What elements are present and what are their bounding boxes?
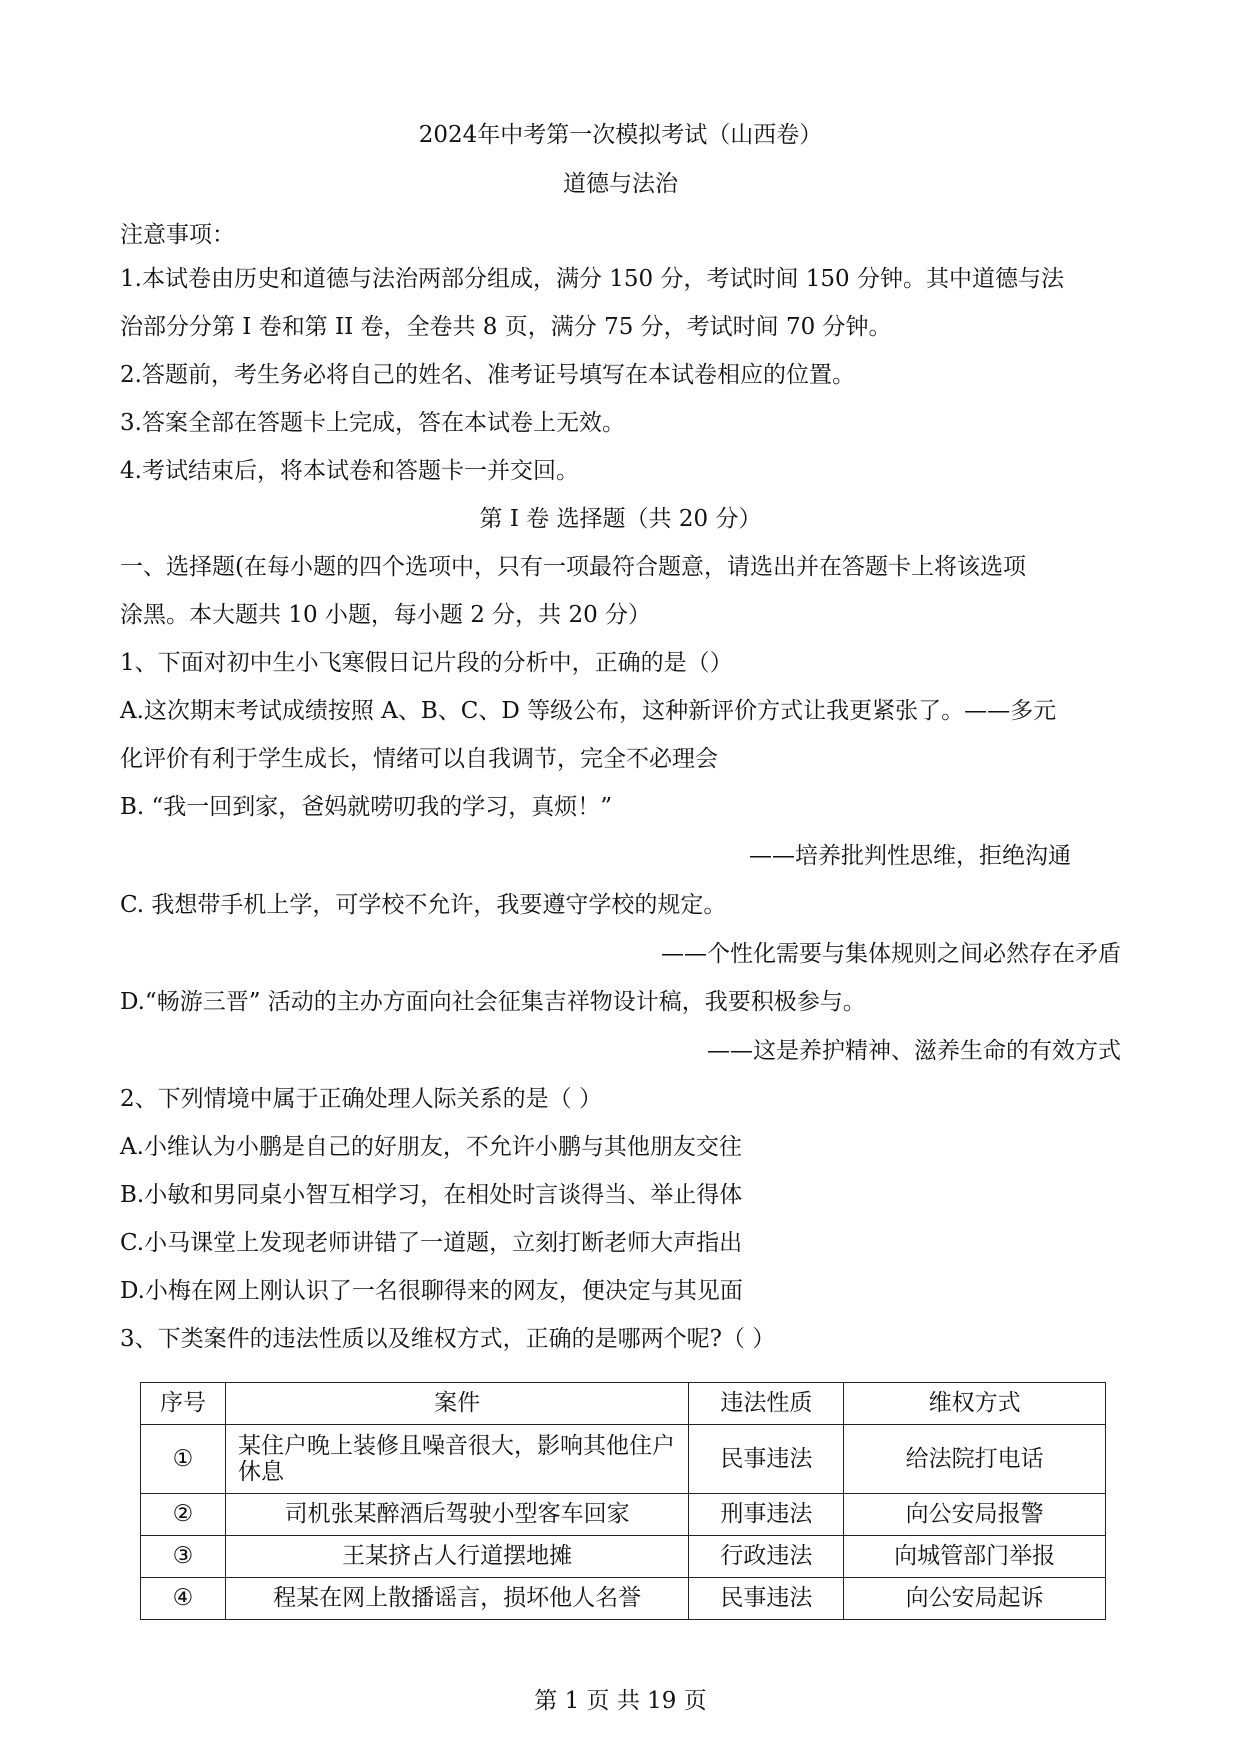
row-case: 司机张某醉酒后驾驶小型客车回家	[225, 1494, 688, 1536]
q2-stem: 2、下列情境中属于正确处理人际关系的是（ ）	[120, 1086, 602, 1112]
q1-stem: 1、下面对初中生小飞寒假日记片段的分析中，正确的是（）	[120, 650, 733, 676]
q1-option-d: D.“畅游三晋” 活动的主办方面向社会征集吉祥物设计稿，我要积极参与。	[120, 989, 866, 1015]
q1-option-a-line1: A.这次期末考试成绩按照 A、B、C、D 等级公布，这种新评价方式让我更紧张了。——多元	[120, 698, 1057, 724]
q1-option-b-analysis: ——培养批判性思维，拒绝沟通	[749, 843, 1071, 869]
row-nature: 刑事违法	[689, 1494, 844, 1536]
subject-title: 道德与法治	[563, 171, 678, 197]
page-footer: 第 1 页 共 19 页	[534, 1688, 707, 1714]
table-row	[141, 1425, 1106, 1494]
row-index: ④	[141, 1578, 226, 1620]
q1-option-c: C. 我想带手机上学，可学校不允许，我要遵守学校的规定。	[120, 892, 727, 918]
notice-item-4: 4.考试结束后，将本试卷和答题卡一并交回。	[120, 458, 579, 484]
notice-item-3: 3.答案全部在答题卡上完成，答在本试卷上无效。	[120, 410, 625, 436]
q1-option-a-line2: 化评价有利于学生成长，情绪可以自我调节，完全不必理会	[120, 746, 718, 772]
row-remedy: 向公安局报警	[844, 1494, 1106, 1536]
section-title: 第 Ⅰ 卷 选择题（共 20 分）	[479, 506, 762, 532]
table-row	[141, 1494, 1106, 1536]
notice-item-1a: 1.本试卷由历史和道德与法治两部分组成，满分 150 分，考试时间 150 分钟。其中道德与法	[120, 266, 1064, 292]
header-remedy: 维权方式	[844, 1383, 1106, 1425]
q2-option-c: C.小马课堂上发现老师讲错了一道题，立刻打断老师大声指出	[120, 1230, 743, 1256]
header-index: 序号	[141, 1383, 226, 1425]
notice-heading: 注意事项：	[120, 222, 235, 248]
row-index: ③	[141, 1536, 226, 1578]
q2-option-b: B.小敏和男同桌小智互相学习，在相处时言谈得当、举止得体	[120, 1182, 743, 1208]
row-case: 某住户晚上装修且噪音很大，影响其他住户休息	[225, 1425, 688, 1494]
row-nature: 民事违法	[689, 1578, 844, 1620]
q1-option-d-analysis: ——这是养护精神、滋养生命的有效方式	[707, 1038, 1121, 1064]
case-table	[140, 1382, 1106, 1620]
section-intro-1: 一、选择题(在每小题的四个选项中，只有一项最符合题意，请选出并在答题卡上将该选项	[120, 554, 1026, 580]
table-row	[141, 1536, 1106, 1578]
q2-option-a: A.小维认为小鹏是自己的好朋友，不允许小鹏与其他朋友交往	[120, 1134, 742, 1160]
exam-title: 2024年中考第一次模拟考试（山西卷）	[418, 122, 823, 148]
notice-item-1b: 治部分分第 I 卷和第 II 卷，全卷共 8 页，满分 75 分，考试时间 70 分钟。	[120, 314, 892, 340]
row-index: ②	[141, 1494, 226, 1536]
row-index: ①	[141, 1425, 226, 1494]
table-row	[141, 1578, 1106, 1620]
header-case: 案件	[225, 1383, 688, 1425]
notice-item-2: 2.答题前，考生务必将自己的姓名、准考证号填写在本试卷相应的位置。	[120, 362, 855, 388]
table-header-row	[141, 1383, 1106, 1425]
header-nature: 违法性质	[689, 1383, 844, 1425]
row-remedy: 向公安局起诉	[844, 1578, 1106, 1620]
q3-stem: 3、下类案件的违法性质以及维权方式，正确的是哪两个呢?（ ）	[120, 1326, 776, 1352]
section-intro-2: 涂黑。本大题共 10 小题，每小题 2 分，共 20 分）	[120, 602, 652, 628]
row-case: 王某挤占人行道摆地摊	[225, 1536, 688, 1578]
q2-option-d: D.小梅在网上刚认识了一名很聊得来的网友，便决定与其见面	[120, 1278, 743, 1304]
row-remedy: 向城管部门举报	[844, 1536, 1106, 1578]
row-nature: 民事违法	[689, 1425, 844, 1494]
row-nature: 行政违法	[689, 1536, 844, 1578]
row-remedy: 给法院打电话	[844, 1425, 1106, 1494]
row-case: 程某在网上散播谣言，损坏他人名誉	[225, 1578, 688, 1620]
q1-option-c-analysis: ——个性化需要与集体规则之间必然存在矛盾	[661, 941, 1121, 967]
q1-option-b: B. “我一回到家，爸妈就唠叨我的学习，真烦！”	[120, 794, 613, 820]
